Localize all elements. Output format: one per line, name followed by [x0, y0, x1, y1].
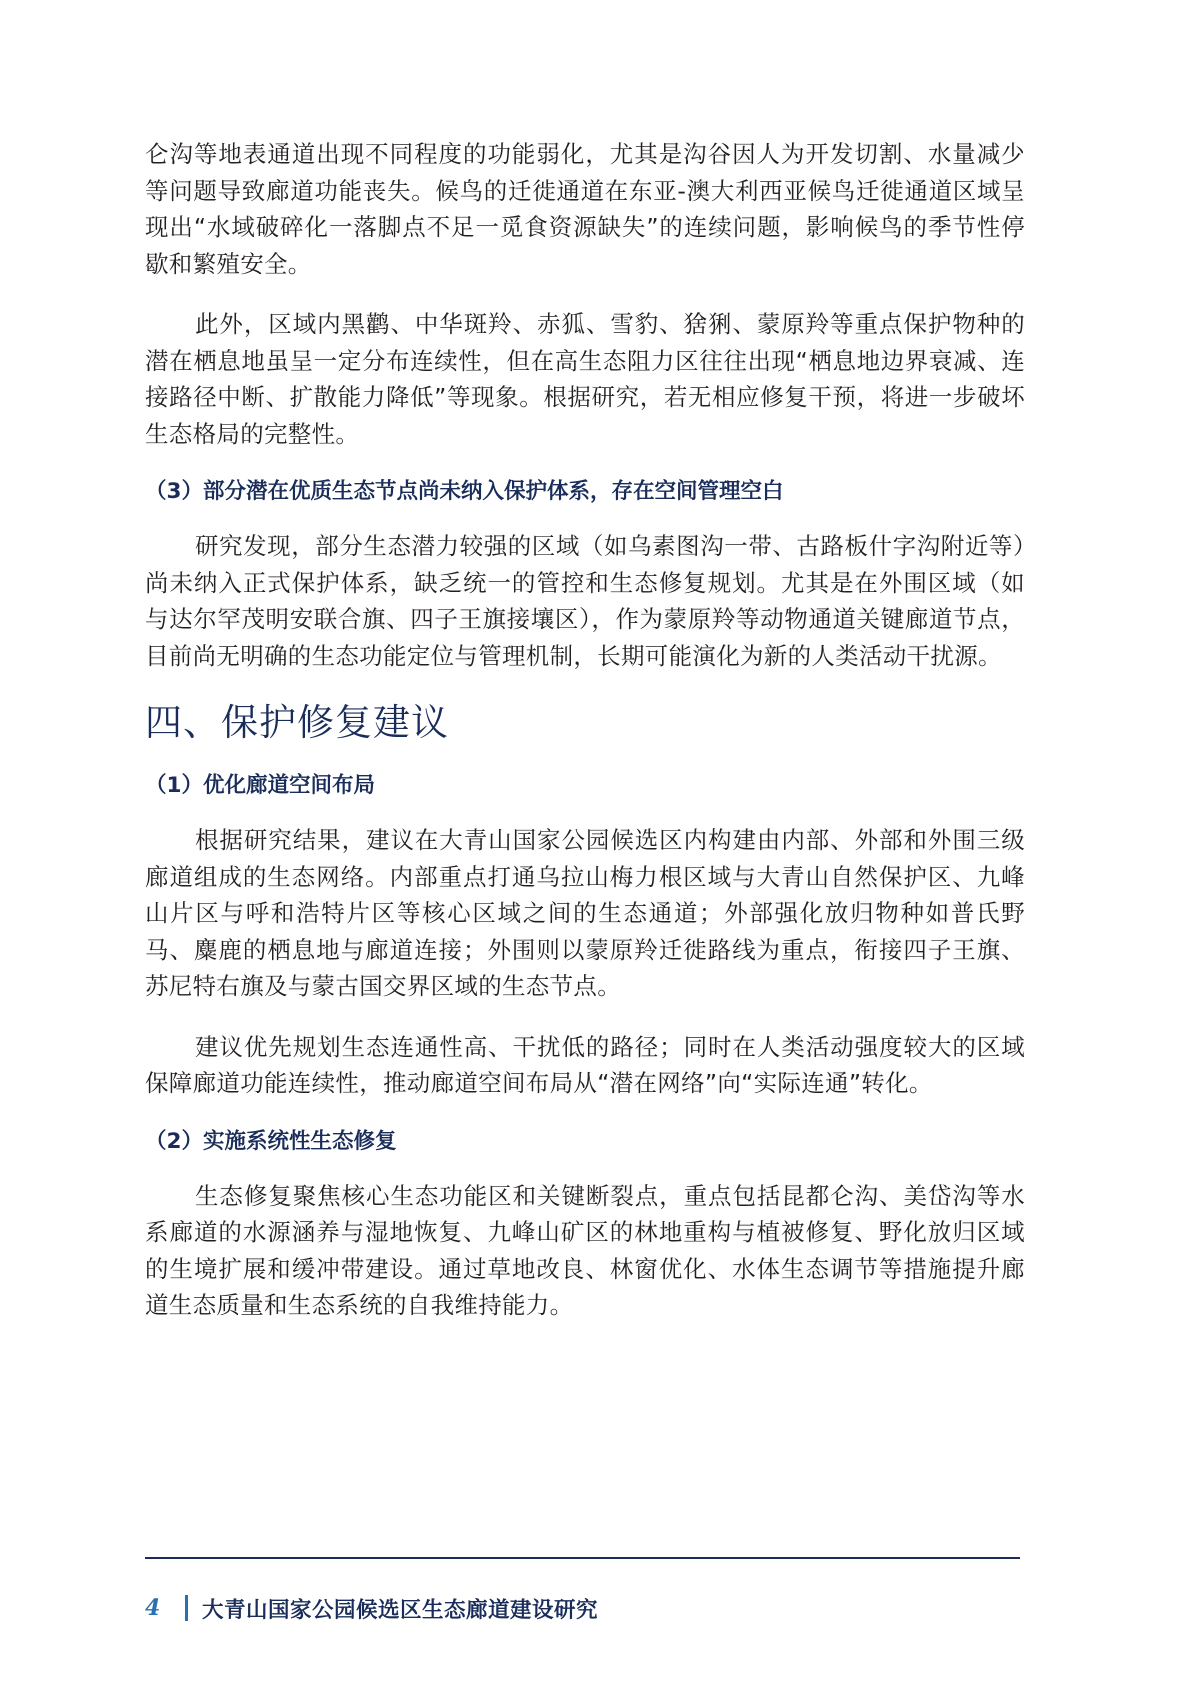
body-paragraph: 此外，区域内黑鹳、中华斑羚、赤狐、雪豹、猞猁、蒙原羚等重点保护物种的潜在栖息地虽呈一定分布连续性，但在高生态阻力区往往出现“栖息地边界衰减、连接路径中断、扩散能力降低”等现象。根据研究，若无相应修复干预，将进一步破坏生态格局的完整性。 — [145, 310, 1025, 448]
footer-divider — [145, 1557, 1020, 1559]
body-paragraph: 根据研究结果，建议在大青山国家公园候选区内构建由内部、外部和外围三级廊道组成的生态网络。内部重点打通乌拉山梅力根区域与大青山自然保护区、九峰山片区与呼和浩特片区等核心区域之间的生态通道；外部强化放归物种如普氏野马、麋鹿的栖息地与廊道连接；外围则以蒙原羚迁徙路线为重点，衔接四子王旗、苏尼特右旗及与蒙古国交界区域的生态节点。 — [145, 826, 1025, 1000]
body-paragraph: 生态修复聚焦核心生态功能区和关键断裂点，重点包括昆都仑沟、美岱沟等水系廊道的水源涵养与湿地恢复、九峰山矿区的林地重构与植被修复、野化放归区域的生境扩展和缓冲带建设。通过草地改良、林窗优化、水体生态调节等措施提升廊道生态质量和生态系统的自我维持能力。 — [145, 1181, 1025, 1319]
body-paragraph: 建议优先规划生态连通性高、干扰低的路径；同时在人类活动强度较大的区域保障廊道功能连续性，推动廊道空间布局从“潜在网络”向“实际连通”转化。 — [145, 1032, 1025, 1097]
body-paragraph: 研究发现，部分生态潜力较强的区域（如乌素图沟一带、古路板什字沟附近等）尚未纳入正式保护体系，缺乏统一的管控和生态修复规划。尤其是在外围区域（如与达尔罕茂明安联合旗、四子王旗接壤区），作为蒙原羚等动物通道关键廊道节点，目前尚无明确的生态功能定位与管理机制，长期可能演化为新的人类活动干扰源。 — [145, 532, 1025, 670]
subsection-heading: （1）优化廊道空间布局 — [145, 773, 375, 798]
subsection-heading: （3）部分潜在优质生态节点尚未纳入保护体系，存在空间管理空白 — [145, 479, 784, 504]
page-footer — [145, 1593, 598, 1623]
subsection-heading: （2）实施系统性生态修复 — [145, 1128, 397, 1154]
section-title: 四、保护修复建议 — [145, 701, 449, 744]
footer-separator-bar — [185, 1595, 188, 1621]
body-paragraph: 仑沟等地表通道出现不同程度的功能弱化，尤其是沟谷因人为开发切割、水量减少等问题导致廊道功能丧失。候鸟的迁徙通道在东亚-澳大利西亚候鸟迁徙通道区域呈现出“水域破碎化一落脚点不足一觅食资源缺失”的连续问题，影响候鸟的季节性停歇和繁殖安全。 — [145, 140, 1025, 278]
page-number: 4 — [145, 1595, 161, 1621]
page-body — [145, 136, 1025, 1348]
running-title: 大青山国家公园候选区生态廊道建设研究 — [202, 1597, 599, 1623]
